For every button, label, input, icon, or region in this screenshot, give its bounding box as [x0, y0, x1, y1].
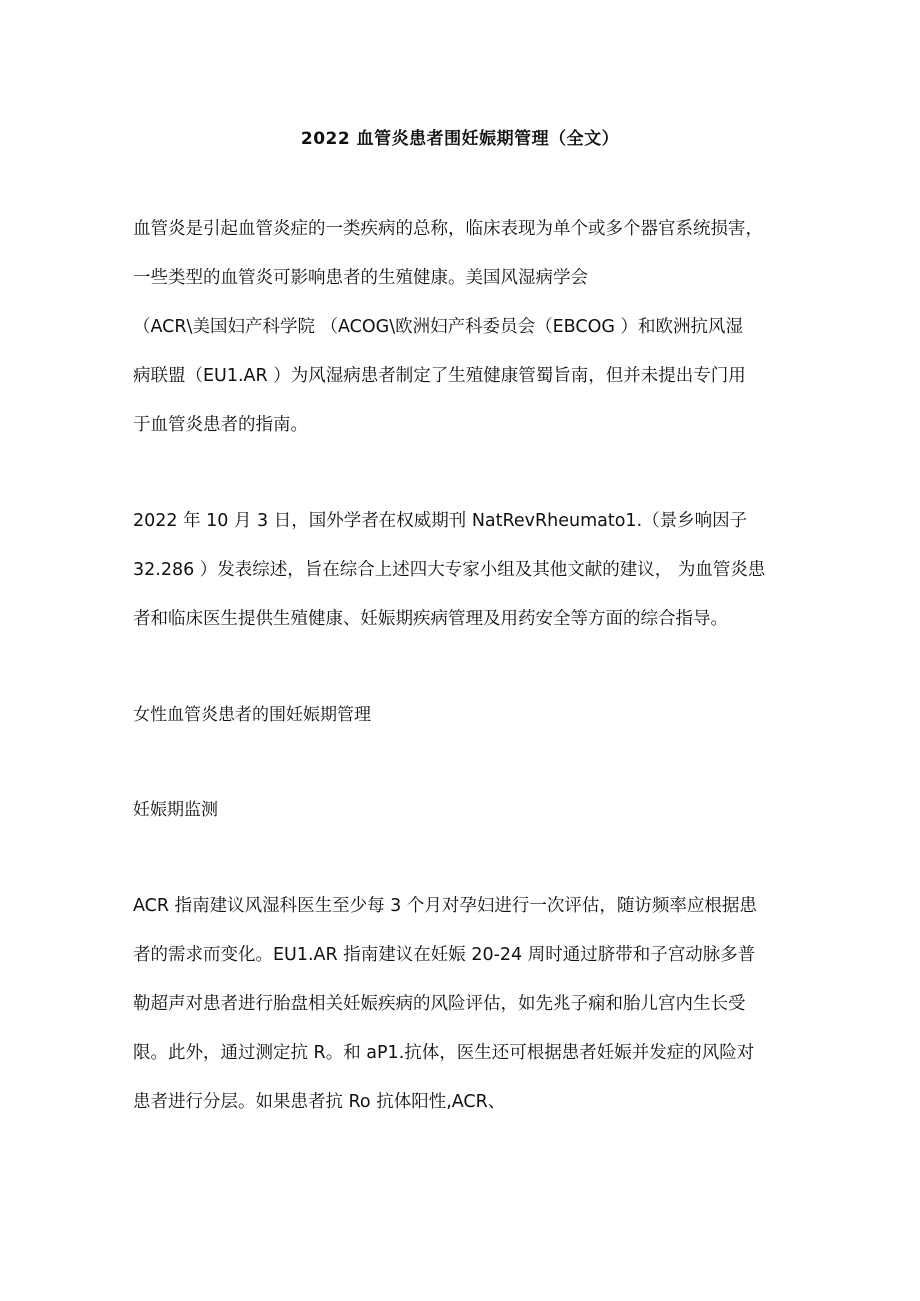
paragraph-line: 患者进行分层。如果患者抗 Ro 抗体阳性,ACR、 — [133, 1092, 506, 1112]
paragraph-line: 限。此外，通过测定抗 R。和 aP1.抗体，医生还可根据患者妊娠并发症的风险对 — [133, 1043, 755, 1063]
paragraph-line: 血管炎是引起血管炎症的一类疾病的总称，临床表现为单个或多个器官系统损害， — [133, 219, 763, 239]
paragraph-line: 者和临床医生提供生殖健康、妊娠期疾病管理及用药安全等方面的综合指导。 — [133, 609, 728, 629]
document-title: 2022 血管炎患者围妊娠期管理（全文） — [300, 129, 620, 149]
paragraph-line: （ACR\美国妇产科学院 （ACOG\欧洲妇产科委员会（EBCOG ）和欧洲抗风湿 — [133, 317, 743, 337]
subsection-heading: 妊娠期监测 — [133, 800, 218, 820]
paragraph-line: 32.286 ）发表综述，旨在综合上述四大专家小组及其他文献的建议， 为血管炎患 — [133, 560, 766, 580]
paragraph-line: 者的需求而变化。EU1.AR 指南建议在妊娠 20-24 周时通过脐带和子宫动脉多普 — [133, 945, 756, 965]
paragraph-line: 一些类型的血管炎可影响患者的生殖健康。美国风湿病学会 — [133, 268, 588, 288]
paragraph-line: 病联盟（EU1.AR ）为风湿病患者制定了生殖健康管蜀旨南，但并未提出专门用 — [133, 366, 746, 386]
paragraph-line: 于血管炎患者的指南。 — [133, 415, 308, 435]
paragraph-line: 2022 年 10 月 3 日，国外学者在权威期刊 NatRevRheumato1.（景乡响因子 — [133, 511, 748, 531]
paragraph-line: 勒超声对患者进行胎盘相关妊娠疾病的风险评估，如先兆子痫和胎儿宫内生长受 — [133, 994, 746, 1014]
section-heading: 女性血管炎患者的围妊娠期管理 — [133, 705, 371, 725]
paragraph-line: ACR 指南建议风湿科医生至少每 3 个月对孕妇进行一次评估，随访频率应根据患 — [133, 896, 757, 916]
